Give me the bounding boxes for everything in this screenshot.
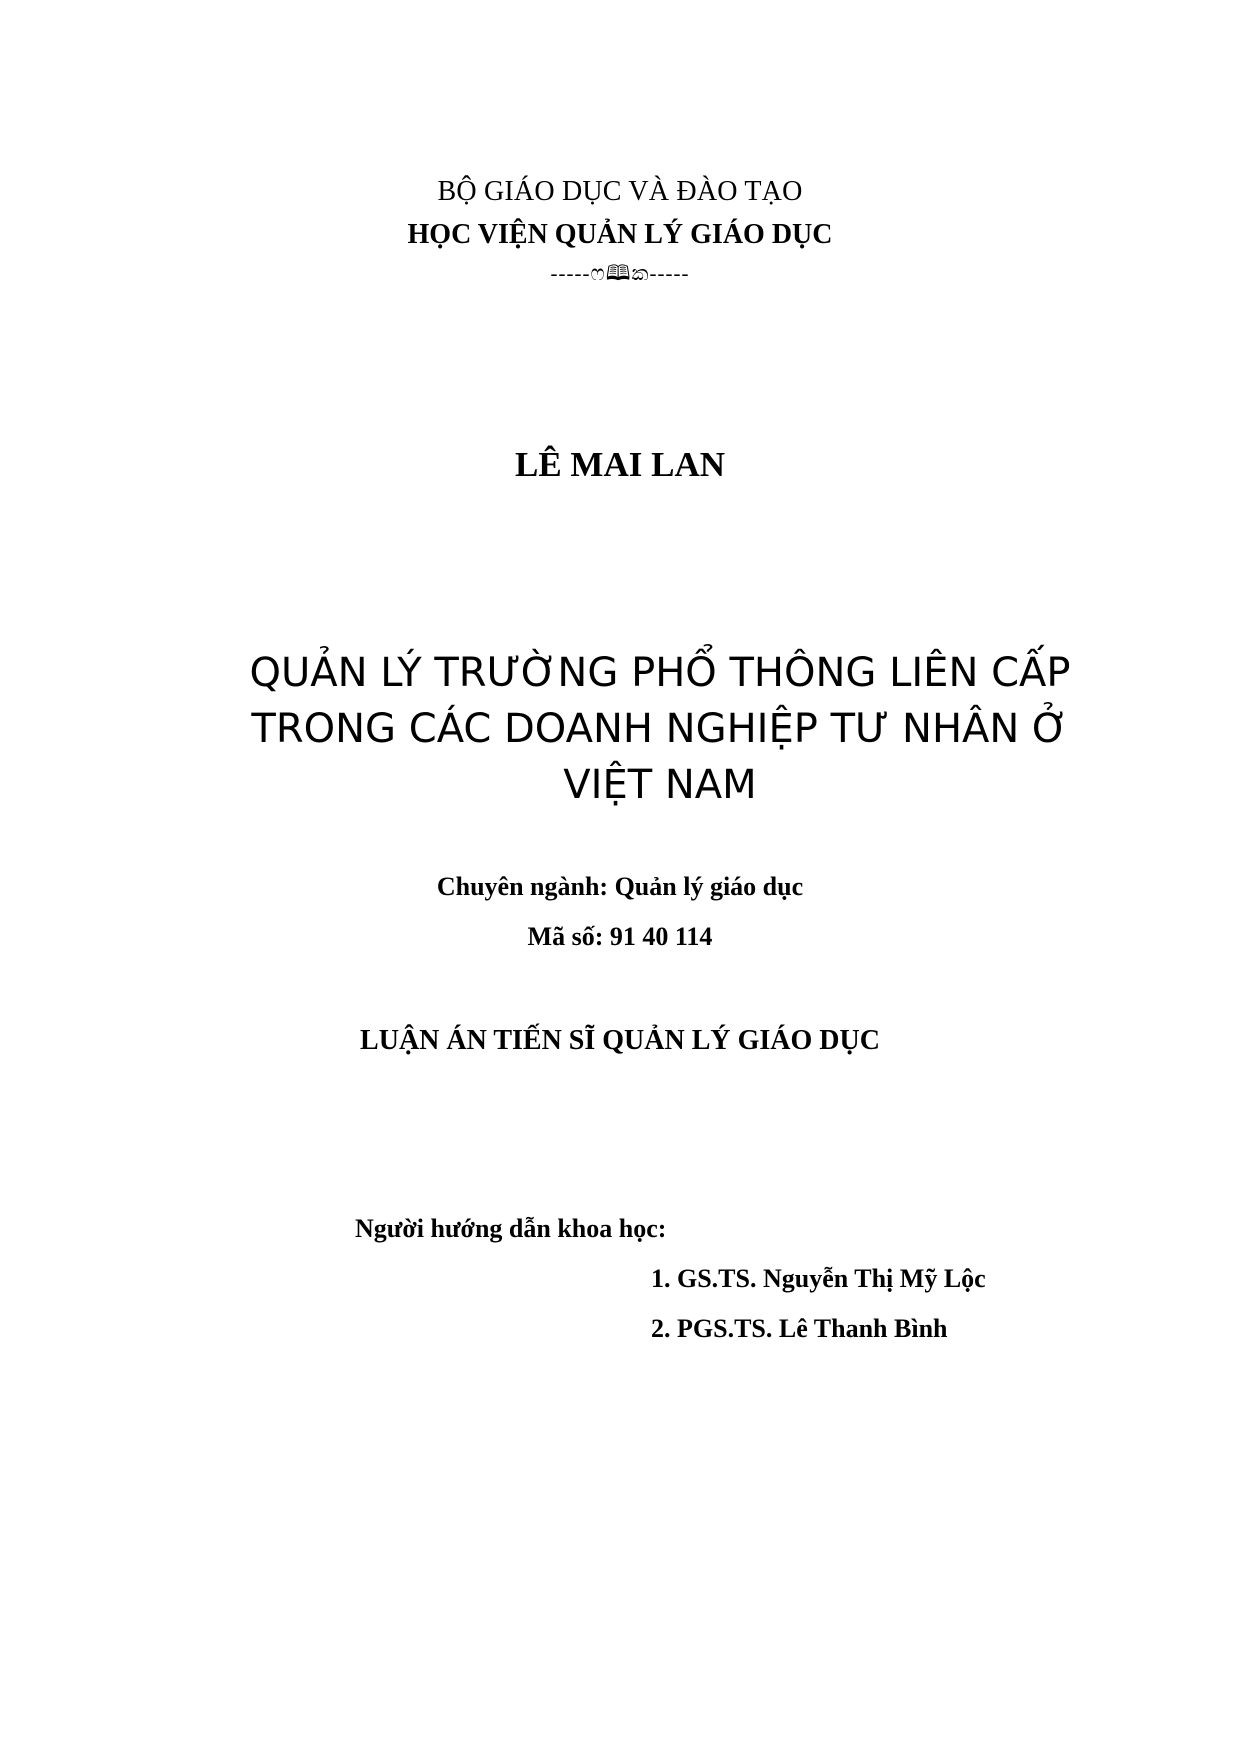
thesis-title-line-3: VIỆT NAM: [563, 762, 757, 808]
supervisor-item-1: 1. GS.TS. Nguyễn Thị Mỹ Lộc: [651, 1264, 986, 1293]
decorative-divider: -----ෆ🕮ක-----: [550, 261, 690, 285]
thesis-title-line-2: TRONG CÁC DOANH NGHIỆP TƯ NHÂN Ở: [251, 706, 1069, 752]
ministry-name: BỘ GIÁO DỤC VÀ ĐÀO TẠO: [437, 176, 803, 207]
major-code: Mã số: 91 40 114: [527, 922, 713, 951]
supervisor-item-2: 2. PGS.TS. Lê Thanh Bình: [651, 1314, 948, 1343]
degree-title: LUẬN ÁN TIẾN SĨ QUẢN LÝ GIÁO DỤC: [360, 1025, 880, 1056]
thesis-title: [200, 645, 1120, 813]
academy-name: HỌC VIỆN QUẢN LÝ GIÁO DỤC: [407, 219, 833, 250]
supervisors-heading: Người hướng dẫn khoa học:: [355, 1214, 667, 1243]
thesis-title-line-1: QUẢN LÝ TRƯỜNG PHỔ THÔNG LIÊN CẤP: [249, 650, 1071, 696]
author-name: LÊ MAI LAN: [514, 445, 726, 484]
major-field: Chuyên ngành: Quản lý giáo dục: [436, 872, 804, 901]
